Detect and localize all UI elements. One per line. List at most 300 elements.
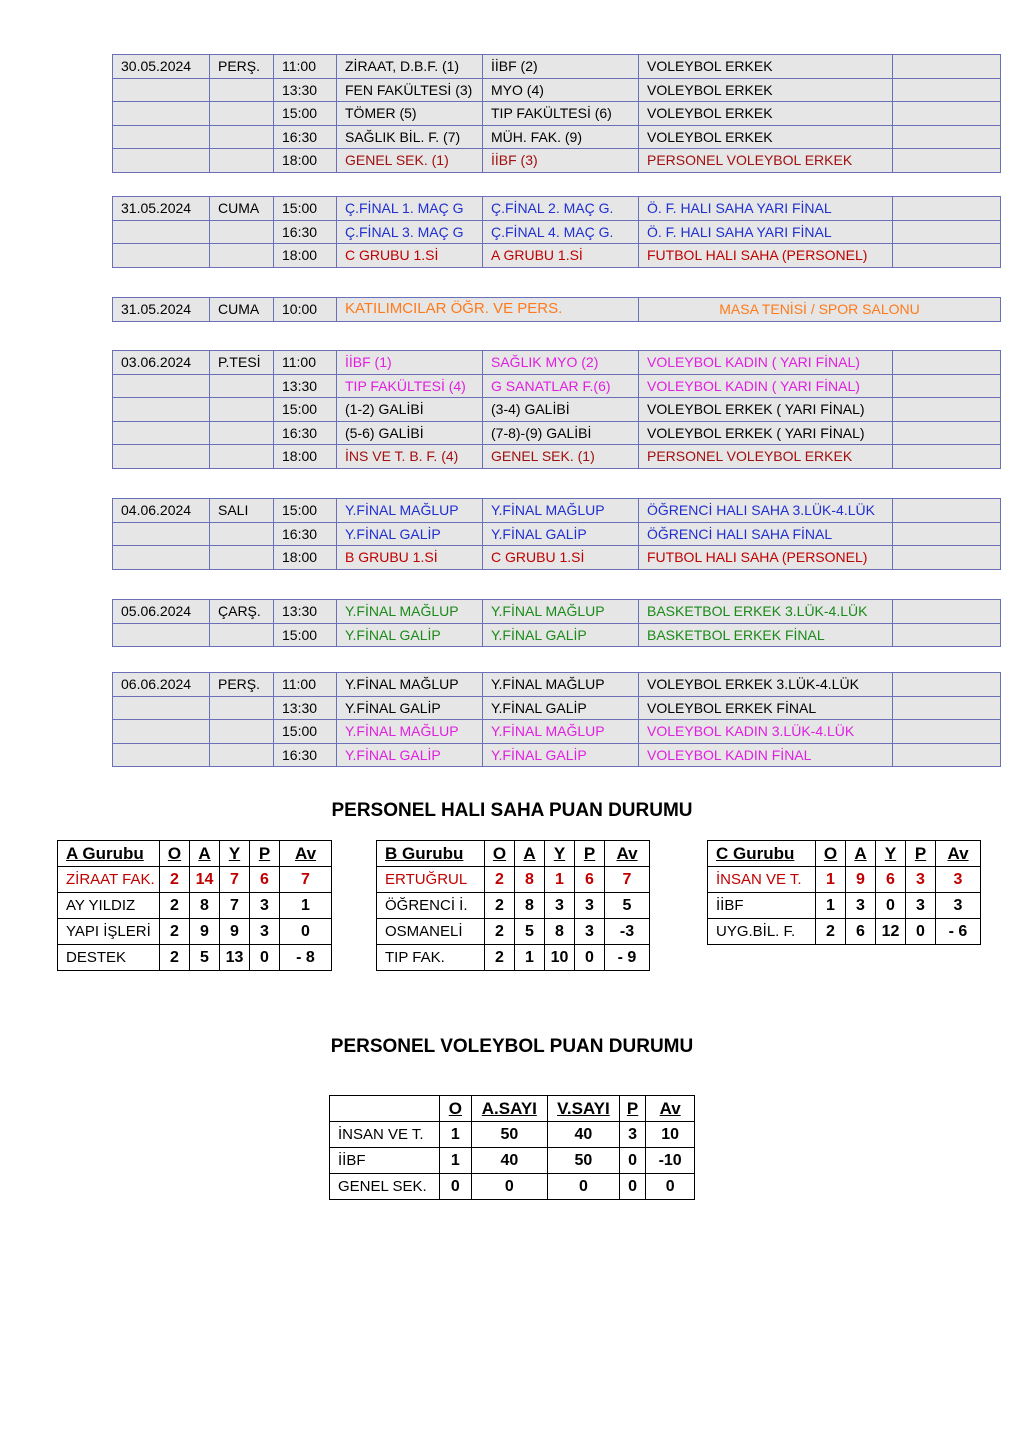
schedule-row [113,673,1001,697]
stat-cell: 10 [646,1122,695,1148]
standings-group-b [376,840,650,971]
stat-cell: 6 [250,867,280,893]
column-header: A [190,841,220,867]
standings-row [708,919,981,945]
column-header: Y [220,841,250,867]
stat-cell: 3 [936,867,981,893]
team1-cell: Y.FİNAL MAĞLUP [337,720,483,744]
note-cell [893,197,1001,221]
time-cell: 15:00 [274,197,337,221]
schedule-row [113,374,1001,398]
schedule-row [113,244,1001,268]
team-name: UYG.BİL. F. [708,919,816,945]
day-cell [210,125,274,149]
schedule-block-2 [112,196,1001,268]
team2-cell: Y.FİNAL MAĞLUP [483,720,639,744]
note-cell [893,78,1001,102]
team2-cell: G SANATLAR F.(6) [483,374,639,398]
date-cell: 06.06.2024 [113,673,210,697]
stat-cell: 2 [485,893,515,919]
column-header: A [846,841,876,867]
stat-cell: 2 [160,919,190,945]
event-cell: PERSONEL VOLEYBOL ERKEK [639,149,893,173]
team2-cell: A GRUBU 1.Sİ [483,244,639,268]
standings-group-c [707,840,981,945]
date-cell: 30.05.2024 [113,55,210,79]
schedule-row [113,78,1001,102]
stat-cell: 40 [471,1148,547,1174]
schedule-block-7 [112,672,1001,767]
team2-cell: Y.FİNAL GALİP [483,623,639,647]
time-cell: 16:30 [274,743,337,767]
event-cell: VOLEYBOL ERKEK FİNAL [639,696,893,720]
day-cell [210,623,274,647]
column-header: A.SAYI [471,1096,547,1122]
date-cell: 04.06.2024 [113,499,210,523]
time-cell: 18:00 [274,149,337,173]
team2-cell: Y.FİNAL MAĞLUP [483,499,639,523]
event-cell: Ö. F. HALI SAHA YARI FİNAL [639,197,893,221]
note-cell [893,351,1001,375]
note-cell [893,546,1001,570]
team2-cell: MÜH. FAK. (9) [483,125,639,149]
column-header: V.SAYI [547,1096,619,1122]
team1-cell: FEN FAKÜLTESİ (3) [337,78,483,102]
standings-row [377,867,650,893]
team1-cell: Ç.FİNAL 1. MAÇ G [337,197,483,221]
stat-cell: 1 [280,893,332,919]
schedule-row [113,546,1001,570]
time-cell: 18:00 [274,244,337,268]
team2-cell: SAĞLIK MYO (2) [483,351,639,375]
time-cell: 16:30 [274,421,337,445]
standings-row [377,893,650,919]
team1-cell: Y.FİNAL MAĞLUP [337,673,483,697]
day-cell [210,720,274,744]
date-cell: 31.05.2024 [113,197,210,221]
column-header: O [485,841,515,867]
schedule-row [113,125,1001,149]
stat-cell: 1 [440,1122,472,1148]
team2-cell: MYO (4) [483,78,639,102]
team1-cell: SAĞLIK BİL. F. (7) [337,125,483,149]
stat-cell: 3 [575,893,605,919]
column-header: A [515,841,545,867]
schedule-row [113,55,1001,79]
schedule-row [113,220,1001,244]
event-cell: ÖĞRENCİ HALI SAHA FİNAL [639,522,893,546]
day-cell [210,421,274,445]
stat-cell: 50 [547,1148,619,1174]
team1-cell: Y.FİNAL MAĞLUP [337,499,483,523]
stat-cell: 2 [160,945,190,971]
schedule-block-1 [112,54,1001,173]
time-cell: 13:30 [274,696,337,720]
stat-cell: 9 [220,919,250,945]
event-cell: Ö. F. HALI SAHA YARI FİNAL [639,220,893,244]
note-cell [893,398,1001,422]
time-cell: 15:00 [274,102,337,126]
date-cell [113,743,210,767]
standings-row [330,1122,695,1148]
schedule-block-5 [112,498,1001,570]
note-cell [893,374,1001,398]
schedule-row [113,743,1001,767]
schedule-block-3 [112,297,1001,322]
stat-cell: 1 [816,893,846,919]
stat-cell: 0 [619,1174,645,1200]
stat-cell: 2 [160,893,190,919]
date-cell [113,445,210,469]
day-cell: SALI [210,499,274,523]
event-cell: VOLEYBOL ERKEK [639,55,893,79]
stat-cell: 0 [619,1148,645,1174]
event-cell: VOLEYBOL ERKEK ( YARI FİNAL) [639,421,893,445]
date-cell [113,102,210,126]
standings-row [58,919,332,945]
date-cell [113,623,210,647]
day-cell [210,522,274,546]
standings-row [377,919,650,945]
schedule-row [113,522,1001,546]
team2-cell: Y.FİNAL MAĞLUP [483,673,639,697]
stat-cell: - 8 [280,945,332,971]
note-cell [893,522,1001,546]
team-name: AY YILDIZ [58,893,160,919]
stat-cell: -3 [605,919,650,945]
time-cell: 15:00 [274,398,337,422]
event-cell: VOLEYBOL KADIN 3.LÜK-4.LÜK [639,720,893,744]
schedule-row [113,499,1001,523]
participants-cell: KATILIMCILAR ÖĞR. VE PERS. [337,298,639,322]
schedule-row [113,421,1001,445]
schedule-row [113,102,1001,126]
stat-cell: 3 [619,1122,645,1148]
team-name: TIP FAK. [377,945,485,971]
stat-cell: 8 [515,867,545,893]
date-cell [113,78,210,102]
team1-cell: B GRUBU 1.Sİ [337,546,483,570]
event-cell: ÖĞRENCİ HALI SAHA 3.LÜK-4.LÜK [639,499,893,523]
team2-cell: C GRUBU 1.Sİ [483,546,639,570]
stat-cell: 3 [250,893,280,919]
time-cell: 15:00 [274,623,337,647]
team2-cell: Y.FİNAL GALİP [483,696,639,720]
event-cell: MASA TENİSİ / SPOR SALONU [639,298,1001,322]
schedule-row [113,600,1001,624]
event-cell: VOLEYBOL KADIN FİNAL [639,743,893,767]
note-cell [893,220,1001,244]
time-cell: 13:30 [274,374,337,398]
stat-cell: 7 [280,867,332,893]
hali-saha-title: PERSONEL HALI SAHA PUAN DURUMU [331,800,693,821]
stat-cell: 7 [220,893,250,919]
team1-cell: Y.FİNAL GALİP [337,522,483,546]
column-header: P [619,1096,645,1122]
event-cell: FUTBOL HALI SAHA (PERSONEL) [639,244,893,268]
column-header: O [440,1096,472,1122]
note-cell [893,244,1001,268]
date-cell: 31.05.2024 [113,298,210,322]
note-cell [893,499,1001,523]
time-cell: 11:00 [274,673,337,697]
team1-cell: ZİRAAT, D.B.F. (1) [337,55,483,79]
event-cell: VOLEYBOL ERKEK [639,78,893,102]
event-cell: VOLEYBOL KADIN ( YARI FİNAL) [639,351,893,375]
note-cell [893,696,1001,720]
stat-cell: 7 [220,867,250,893]
column-header: Av [605,841,650,867]
stat-cell: - 6 [936,919,981,945]
stat-cell: 5 [190,945,220,971]
column-header: O [160,841,190,867]
team2-cell: Y.FİNAL GALİP [483,743,639,767]
stat-cell: 2 [816,919,846,945]
team1-cell: Y.FİNAL GALİP [337,743,483,767]
event-cell: VOLEYBOL ERKEK [639,125,893,149]
standings-header [330,1096,695,1122]
team1-cell: İNS VE T. B. F. (4) [337,445,483,469]
group-name: B Gurubu [377,841,485,867]
event-cell: BASKETBOL ERKEK 3.LÜK-4.LÜK [639,600,893,624]
stat-cell: 50 [471,1122,547,1148]
date-cell [113,522,210,546]
team-name: İİBF [708,893,816,919]
schedule-row [113,720,1001,744]
column-header: P [575,841,605,867]
stat-cell: 0 [575,945,605,971]
team1-cell: GENEL SEK. (1) [337,149,483,173]
stat-cell: 10 [545,945,575,971]
date-cell [113,696,210,720]
day-cell [210,244,274,268]
stat-cell: 2 [160,867,190,893]
note-cell [893,673,1001,697]
team2-cell: Y.FİNAL MAĞLUP [483,600,639,624]
stat-cell: 7 [605,867,650,893]
team2-cell: (7-8)-(9) GALİBİ [483,421,639,445]
note-cell [893,55,1001,79]
stat-cell: 0 [547,1174,619,1200]
stat-cell: 9 [190,919,220,945]
stat-cell: 9 [846,867,876,893]
day-cell: PERŞ. [210,673,274,697]
stat-cell: 13 [220,945,250,971]
time-cell: 18:00 [274,546,337,570]
stat-cell: 8 [515,893,545,919]
date-cell [113,149,210,173]
note-cell [893,125,1001,149]
day-cell [210,546,274,570]
group-name: A Gurubu [58,841,160,867]
date-cell [113,720,210,744]
stat-cell: 2 [485,867,515,893]
day-cell [210,696,274,720]
stat-cell: 3 [250,919,280,945]
column-header: O [816,841,846,867]
stat-cell: 8 [190,893,220,919]
team-name: ÖĞRENCİ İ. [377,893,485,919]
note-cell [893,600,1001,624]
date-cell [113,244,210,268]
stat-cell: 8 [545,919,575,945]
date-cell [113,220,210,244]
team2-cell: İİBF (3) [483,149,639,173]
date-cell [113,125,210,149]
stat-cell: - 9 [605,945,650,971]
team-name: OSMANELİ [377,919,485,945]
time-cell: 10:00 [274,298,337,322]
day-cell [210,445,274,469]
schedule-row [113,623,1001,647]
column-header: Av [280,841,332,867]
stat-cell: 0 [440,1174,472,1200]
day-cell [210,398,274,422]
time-cell: 15:00 [274,720,337,744]
team1-cell: İİBF (1) [337,351,483,375]
standings-header [708,841,981,867]
column-header: Y [545,841,575,867]
team2-cell: GENEL SEK. (1) [483,445,639,469]
standings-row [708,867,981,893]
note-cell [893,102,1001,126]
event-cell: PERSONEL VOLEYBOL ERKEK [639,445,893,469]
stat-cell: 0 [250,945,280,971]
blank-header [330,1096,440,1122]
stat-cell: 6 [876,867,906,893]
stat-cell: 6 [846,919,876,945]
day-cell [210,374,274,398]
day-cell [210,220,274,244]
time-cell: 13:30 [274,78,337,102]
schedule-block-6 [112,599,1001,647]
event-cell: FUTBOL HALI SAHA (PERSONEL) [639,546,893,570]
voleybol-title: PERSONEL VOLEYBOL PUAN DURUMU [330,1036,694,1057]
team-name: İİBF [330,1148,440,1174]
day-cell [210,78,274,102]
team-name: İNSAN VE T. [330,1122,440,1148]
schedule-block-4 [112,350,1001,469]
time-cell: 18:00 [274,445,337,469]
stat-cell: -10 [646,1148,695,1174]
team2-cell: Ç.FİNAL 4. MAÇ G. [483,220,639,244]
event-cell: VOLEYBOL ERKEK 3.LÜK-4.LÜK [639,673,893,697]
team-name: ZİRAAT FAK. [58,867,160,893]
team-name: GENEL SEK. [330,1174,440,1200]
day-cell: CUMA [210,298,274,322]
stat-cell: 12 [876,919,906,945]
time-cell: 16:30 [274,522,337,546]
standings-row [330,1148,695,1174]
time-cell: 13:30 [274,600,337,624]
stat-cell: 6 [575,867,605,893]
date-cell: 05.06.2024 [113,600,210,624]
stat-cell: 0 [646,1174,695,1200]
standings-row [58,893,332,919]
column-header: Y [876,841,906,867]
day-cell: P.TESİ [210,351,274,375]
day-cell [210,743,274,767]
day-cell: CUMA [210,197,274,221]
group-name: C Gurubu [708,841,816,867]
stat-cell: 2 [485,945,515,971]
standings-group-a [57,840,332,971]
stat-cell: 1 [816,867,846,893]
schedule-row [113,298,1001,322]
day-cell [210,149,274,173]
event-cell: VOLEYBOL ERKEK [639,102,893,126]
schedule-row [113,197,1001,221]
date-cell [113,398,210,422]
standings-row [58,867,332,893]
column-header: Av [936,841,981,867]
column-header: P [250,841,280,867]
stat-cell: 3 [846,893,876,919]
schedule-row [113,398,1001,422]
stat-cell: 2 [485,919,515,945]
event-cell: VOLEYBOL ERKEK ( YARI FİNAL) [639,398,893,422]
stat-cell: 3 [545,893,575,919]
stat-cell: 0 [876,893,906,919]
schedule-row [113,445,1001,469]
time-cell: 11:00 [274,55,337,79]
stat-cell: 3 [906,893,936,919]
stat-cell: 3 [575,919,605,945]
team1-cell: TIP FAKÜLTESİ (4) [337,374,483,398]
team2-cell: Y.FİNAL GALİP [483,522,639,546]
team1-cell: C GRUBU 1.Sİ [337,244,483,268]
day-cell [210,102,274,126]
stat-cell: 3 [906,867,936,893]
team2-cell: Ç.FİNAL 2. MAÇ G. [483,197,639,221]
stat-cell: 1 [545,867,575,893]
stat-cell: 5 [515,919,545,945]
date-cell [113,546,210,570]
note-cell [893,445,1001,469]
standings-row [330,1174,695,1200]
standings-row [58,945,332,971]
standings-row [708,893,981,919]
team-name: İNSAN VE T. [708,867,816,893]
column-header: P [906,841,936,867]
team1-cell: Y.FİNAL GALİP [337,623,483,647]
event-cell: BASKETBOL ERKEK FİNAL [639,623,893,647]
stat-cell: 40 [547,1122,619,1148]
stat-cell: 0 [471,1174,547,1200]
schedule-row [113,696,1001,720]
note-cell [893,149,1001,173]
team-name: DESTEK [58,945,160,971]
stat-cell: 14 [190,867,220,893]
event-cell: VOLEYBOL KADIN ( YARI FİNAL) [639,374,893,398]
time-cell: 16:30 [274,220,337,244]
standings-header [58,841,332,867]
stat-cell: 1 [515,945,545,971]
date-cell [113,374,210,398]
standings-voleybol [329,1095,695,1200]
time-cell: 11:00 [274,351,337,375]
stat-cell: 0 [280,919,332,945]
team2-cell: TIP FAKÜLTESİ (6) [483,102,639,126]
team1-cell: Y.FİNAL MAĞLUP [337,600,483,624]
column-header: Av [646,1096,695,1122]
stat-cell: 1 [440,1148,472,1174]
note-cell [893,720,1001,744]
schedule-row [113,351,1001,375]
team-name: YAPI İŞLERİ [58,919,160,945]
day-cell: ÇARŞ. [210,600,274,624]
date-cell [113,421,210,445]
